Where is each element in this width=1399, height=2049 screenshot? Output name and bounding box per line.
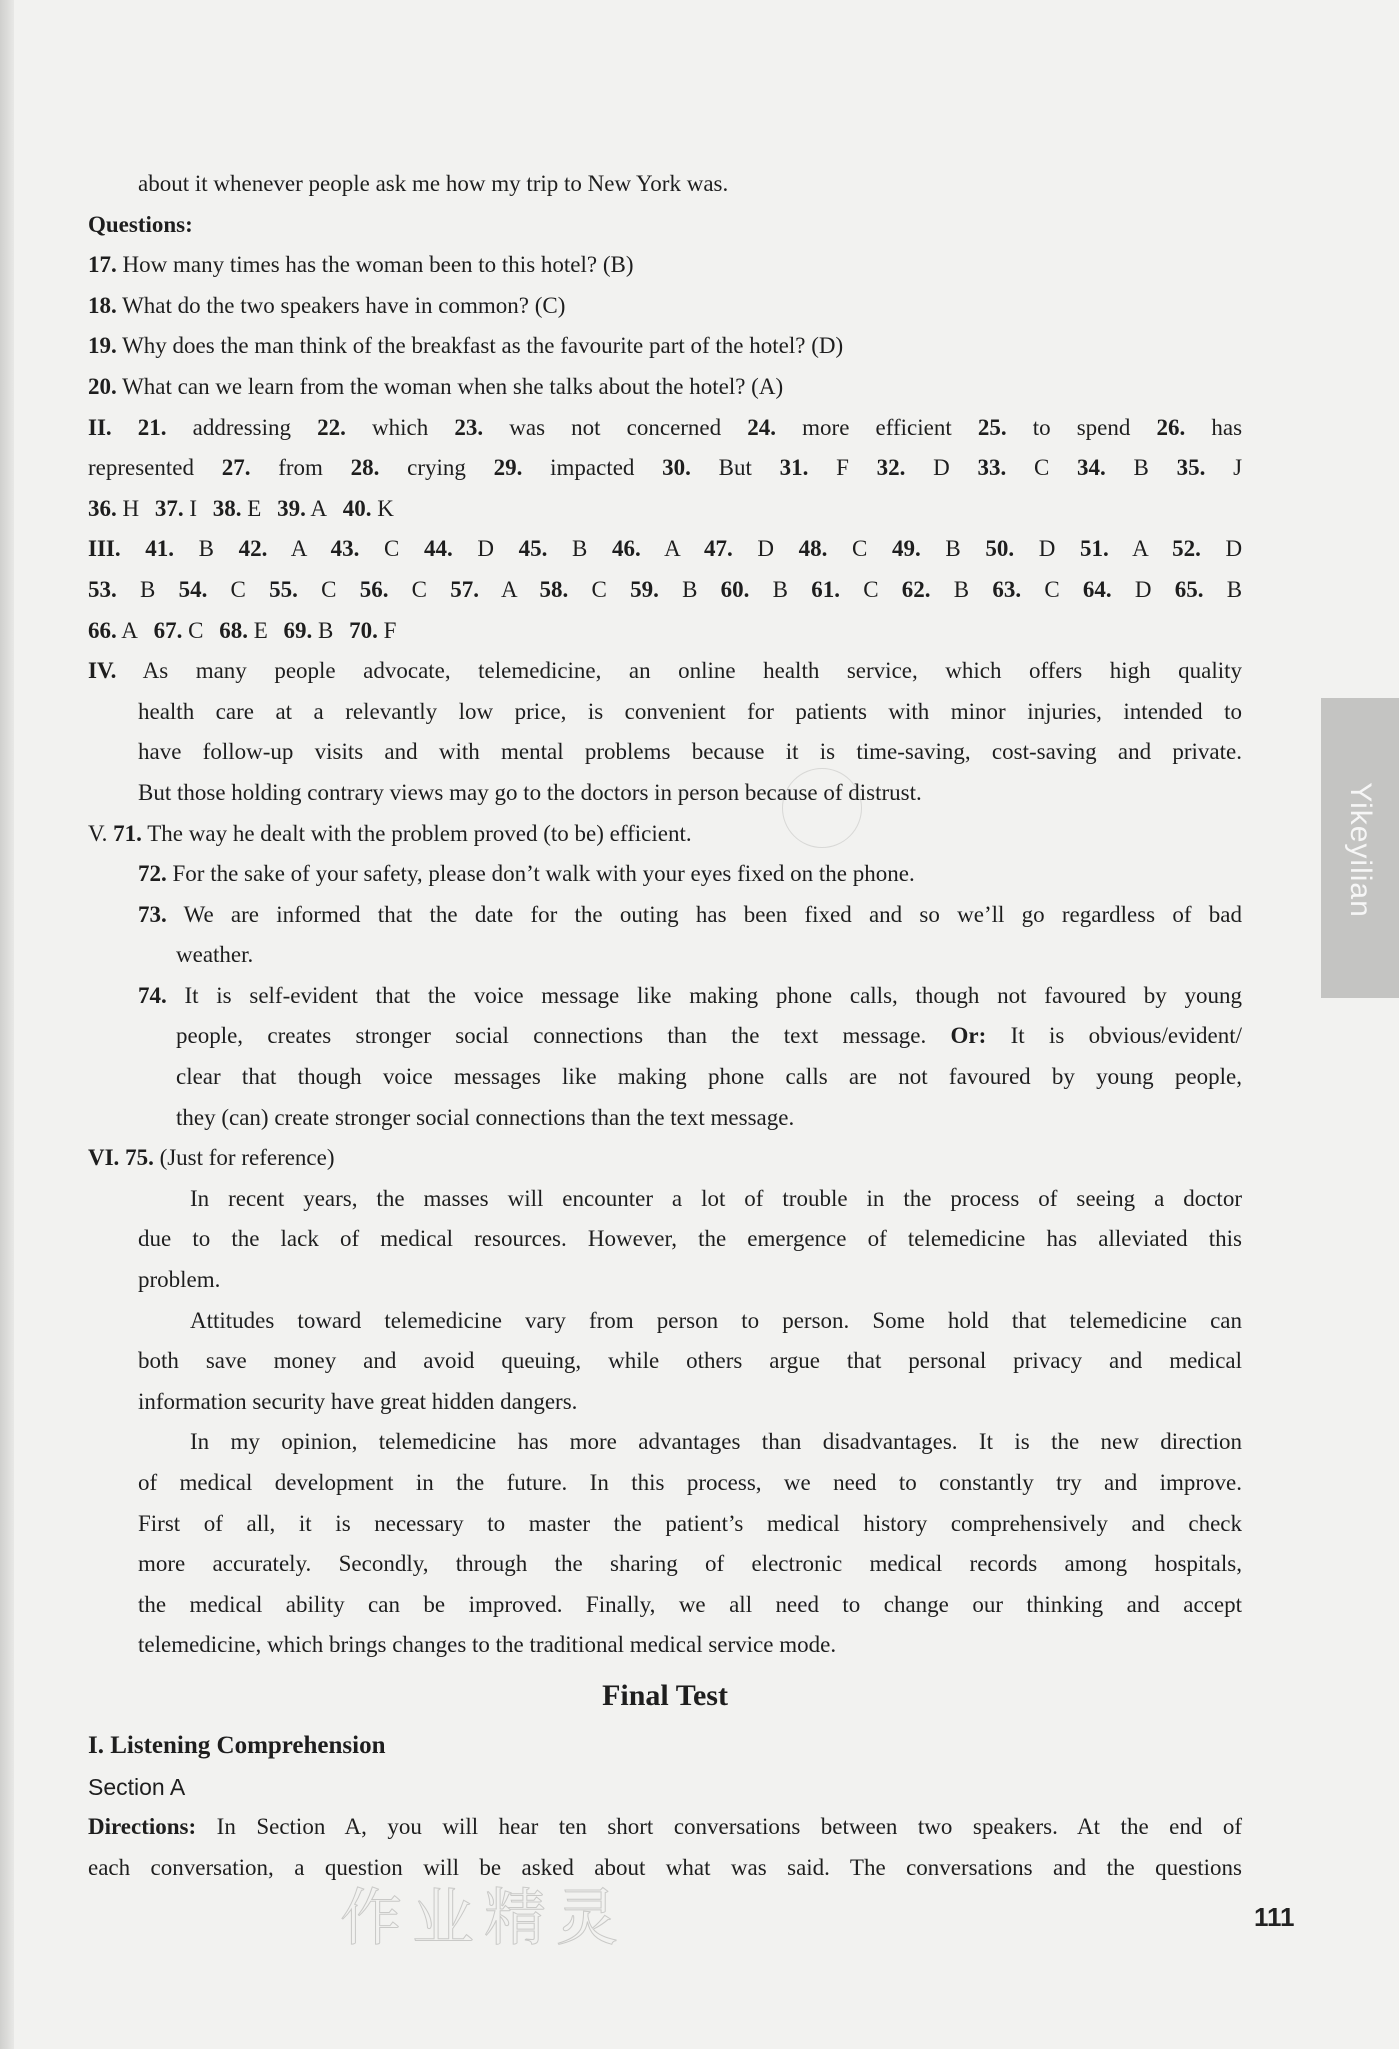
essay-p2-line-2: both save money and avoid queuing, while others argue that personal privacy and medical bbox=[138, 1348, 1242, 1374]
part4-line-2: health care at a relevantly low price, is convenient for patients with minor injuries, intended to bbox=[138, 698, 1242, 724]
question-17: 17. How many times has the woman been to this hotel? (B) bbox=[88, 252, 634, 278]
question-19: 19. Why does the man think of the breakfast as the favourite part of the hotel? (D) bbox=[88, 333, 844, 359]
question-74-cont-3: they (can) create stronger social connections than the text message. bbox=[176, 1104, 795, 1130]
question-74-cont-2: clear that though voice messages like making phone calls are not favoured by young people, bbox=[176, 1064, 1242, 1090]
question-18: 18. What do the two speakers have in common? (C) bbox=[88, 292, 566, 318]
part2-line-3: 36. H 37. I 38. E 39. A 40. K bbox=[88, 495, 394, 521]
part4-line-1: IV. As many people advocate, telemedicine, an online health service, which offers high quality bbox=[88, 658, 1243, 684]
essay-p3-line-6: telemedicine, which brings changes to the traditional medical service mode. bbox=[138, 1632, 837, 1658]
part2-line-2: represented 27. from 28. crying 29. impacted 30. But 31. F 32. D 33. C 34. B 35. J bbox=[88, 455, 1243, 481]
questions-label: Questions: bbox=[88, 211, 193, 237]
part3-line-1: III. 41. B 42. A 43. C 44. D 45. B 46. A 47. D 48. C 49. B 50. D 51. A 52. D bbox=[88, 536, 1243, 562]
question-74-cont-1: people, creates stronger social connections than the text message. Or: It is obvious/evident/ bbox=[176, 1023, 1242, 1049]
essay-p1-line-3: problem. bbox=[138, 1267, 221, 1293]
part4-line-4: But those holding contrary views may go to the doctors in person because of distrust. bbox=[138, 779, 922, 805]
essay-p3-line-3: First of all, it is necessary to master the patient’s medical history comprehensively and check bbox=[138, 1510, 1242, 1536]
essay-p1-line-1: In recent years, the masses will encounter a lot of trouble in the process of seeing a doctor bbox=[190, 1185, 1242, 1211]
part3-line-3: 66. A 67. C 68. E 69. B 70. F bbox=[88, 617, 397, 643]
question-71: V. 71. The way he dealt with the problem proved (to be) efficient. bbox=[88, 820, 692, 846]
watermark: 作业精灵 bbox=[340, 1881, 629, 1954]
essay-p2-line-3: information security have great hidden dangers. bbox=[138, 1388, 578, 1414]
essay-p3-line-1: In my opinion, telemedicine has more advantages than disadvantages. It is the new direction bbox=[190, 1429, 1242, 1455]
essay-p3-line-4: more accurately. Secondly, through the sharing of electronic medical records among hospitals, bbox=[138, 1551, 1242, 1577]
question-73-cont: weather. bbox=[176, 942, 254, 968]
listening-heading: I. Listening Comprehension bbox=[88, 1731, 386, 1759]
answer-content bbox=[88, 164, 1242, 1888]
essay-p3-line-5: the medical ability can be improved. Finally, we all need to change our thinking and accept bbox=[138, 1591, 1242, 1617]
question-75: VI. 75. (Just for reference) bbox=[88, 1145, 335, 1171]
part3-line-2: 53. B 54. C 55. C 56. C 57. A 58. C 59. B 60. B 61. C 62. B 63. C 64. D 65. B bbox=[88, 576, 1243, 602]
directions-line-1: Directions: In Section A, you will hear ten short conversations between two speakers. At the end of bbox=[88, 1814, 1243, 1840]
part2-line-1: II. 21. addressing 22. which 23. was not concerned 24. more efficient 25. to spend 26. has bbox=[88, 414, 1243, 440]
essay-p1-line-2: due to the lack of medical resources. However, the emergence of telemedicine has alleviated this bbox=[138, 1226, 1242, 1252]
essay-p2-line-1: Attitudes toward telemedicine vary from person to person. Some hold that telemedicine can bbox=[190, 1307, 1242, 1333]
side-tab-label: Yikeyilian bbox=[1344, 782, 1377, 918]
directions-line-2: each conversation, a question will be asked about what was said. The conversations and the questions bbox=[88, 1854, 1242, 1880]
text-line: about it whenever people ask me how my trip to New York was. bbox=[138, 171, 729, 196]
page-number: 111 bbox=[1254, 1902, 1295, 1932]
essay-p3-line-2: of medical development in the future. In this process, we need to constantly try and improve. bbox=[138, 1470, 1242, 1495]
page-left-edge bbox=[0, 0, 14, 2049]
section-a-heading: Section A bbox=[88, 1773, 186, 1800]
part4-line-3: have follow-up visits and with mental problems because it is time-saving, cost-saving and private. bbox=[138, 739, 1242, 765]
question-20: 20. What can we learn from the woman when she talks about the hotel? (A) bbox=[88, 373, 784, 399]
final-test-title: Final Test bbox=[602, 1678, 728, 1712]
question-74: 74. It is self-evident that the voice message like making phone calls, though not favoured by young bbox=[138, 982, 1242, 1008]
question-72: 72. For the sake of your safety, please don’t walk with your eyes fixed on the phone. bbox=[138, 861, 915, 887]
question-73: 73. We are informed that the date for the outing has been fixed and so we’ll go regardless of bad bbox=[138, 901, 1242, 927]
